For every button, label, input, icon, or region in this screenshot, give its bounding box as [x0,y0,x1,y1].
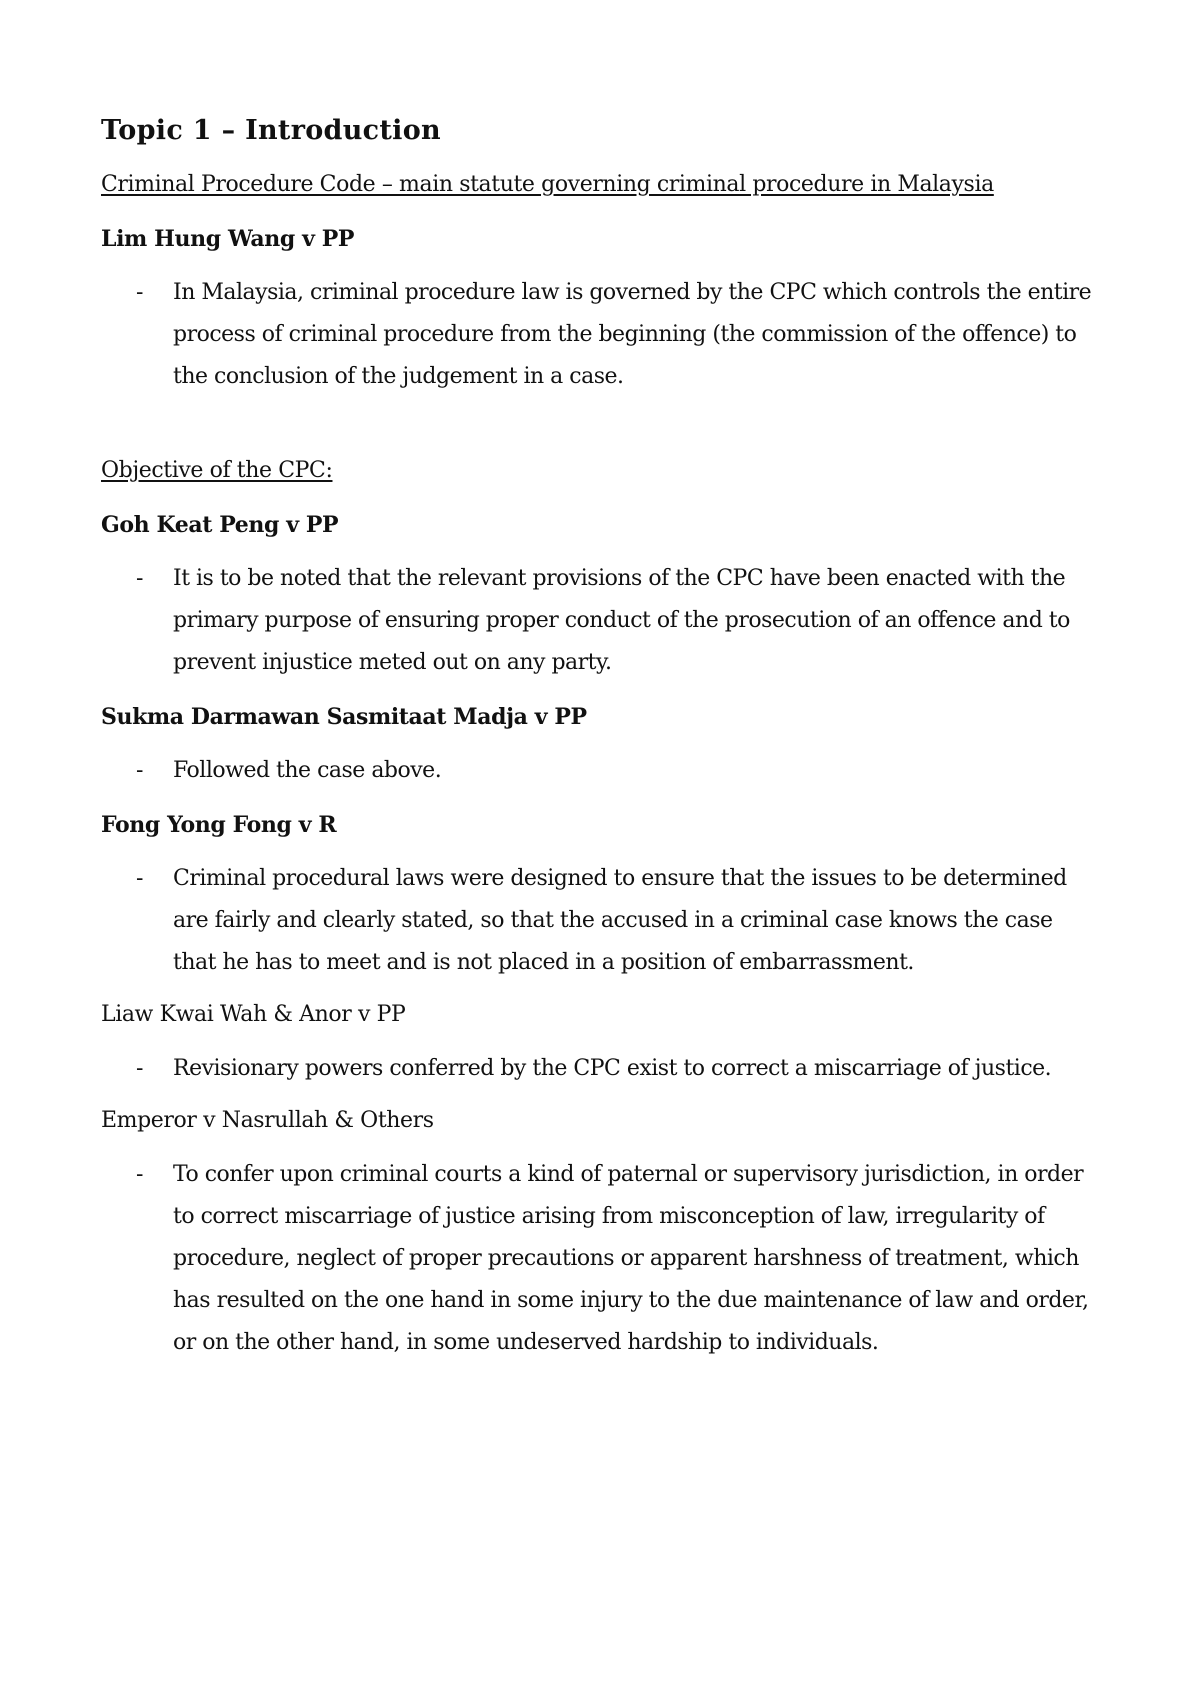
case-note-goh-keat-peng [101,558,1101,684]
case-name-fong-yong-fong: Fong Yong Fong v R [101,812,337,838]
case-note-text: Revisionary powers conferred by the CPC exist to correct a miscarriage of justice. [173,1056,1052,1081]
document-body [101,106,1101,1364]
bullet-dash: - [136,280,143,305]
case-note-lim-hung-wang [101,272,1101,398]
case-name-lim-hung-wang: Lim Hung Wang v PP [101,226,354,252]
case-name-liaw-kwai-wah: Liaw Kwai Wah & Anor v PP [101,1002,406,1027]
case-note-text: In Malaysia, criminal procedure law is governed by the CPC which controls the entire process of criminal procedure from the beginning (the commission of the offence) to the conclusion of the judgement in a case. [173,280,1092,389]
case-name-goh-keat-peng: Goh Keat Peng v PP [101,512,339,538]
bullet-dash: - [136,1056,143,1081]
objective-heading: Objective of the CPC: [101,458,333,483]
case-note-text: Followed the case above. [173,758,442,783]
case-note-text: To confer upon criminal courts a kind of paternal or supervisory jurisdiction, in order to correct miscarriage of justice arising from misconception of law, irregularity of procedure, neglect of proper precautions or apparent harshness of treatment, which has resulted on the one hand in some injury to the due maintenance of law and order, or on the other hand, in some undeserved hardship to individuals. [173,1162,1089,1355]
case-note-text: It is to be noted that the relevant provisions of the CPC have been enacted with the primary purpose of ensuring proper conduct of the prosecution of an offence and to prevent injustice meted out on any party. [173,566,1070,675]
statute-line: Criminal Procedure Code – main statute governing criminal procedure in Malaysia [101,172,994,197]
case-note-fong-yong-fong [101,858,1101,984]
bullet-dash: - [136,758,143,783]
bullet-dash: - [136,1162,143,1187]
bullet-dash: - [136,866,143,891]
case-note-sukma-darmawan [101,750,1101,792]
bullet-dash: - [136,566,143,591]
case-note-text: Criminal procedural laws were designed to ensure that the issues to be determined are fairly and clearly stated, so that the accused in a criminal case knows the case that he has to meet and is not placed in a position of embarrassment. [173,866,1067,975]
case-note-liaw-kwai-wah [101,1048,1101,1090]
case-note-emperor-v-nasrullah [101,1154,1101,1364]
case-name-sukma-darmawan: Sukma Darmawan Sasmitaat Madja v PP [101,704,587,730]
page-title: Topic 1 – Introduction [101,115,441,146]
case-name-emperor-v-nasrullah: Emperor v Nasrullah & Others [101,1108,434,1133]
